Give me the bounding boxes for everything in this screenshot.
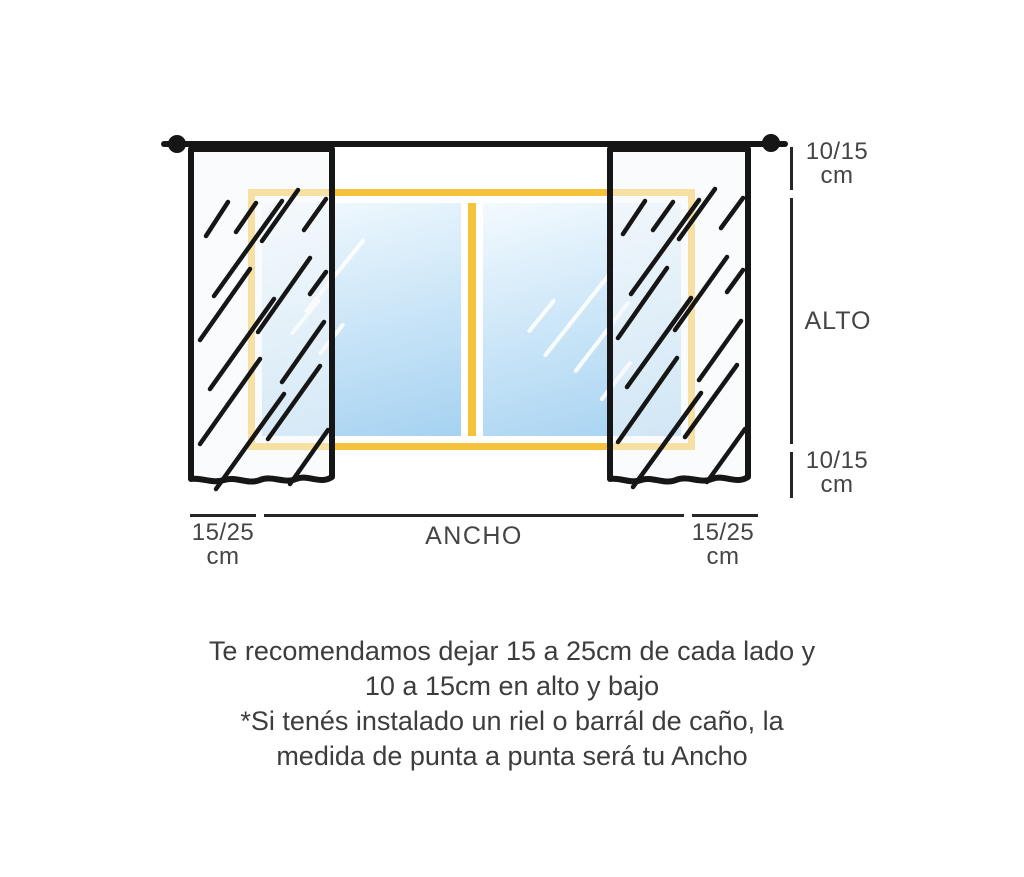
- window-mullion: [461, 203, 483, 436]
- recommendation-line: *Si tenés instalado un riel o barrál de caño, la: [240, 706, 784, 736]
- label-bottom-gap: [800, 449, 874, 497]
- rod-finial-left: [168, 135, 186, 153]
- bottom-gap-unit: cm: [820, 471, 854, 498]
- recommendation-text: [0, 634, 1024, 774]
- bottom-gap-value: 10/15: [805, 447, 869, 474]
- label-ancho: ANCHO: [425, 522, 523, 550]
- top-gap-value: 10/15: [805, 138, 869, 165]
- recommendation-line: 10 a 15cm en alto y bajo: [364, 671, 660, 701]
- dimension-line-width: [264, 514, 684, 517]
- right-side-unit: cm: [706, 543, 740, 570]
- recommendation-line: Te recomendamos dejar 15 a 25cm de cada lado y: [208, 636, 816, 666]
- label-left-side: [184, 521, 262, 569]
- dimension-line-top-gap: [790, 147, 793, 190]
- label-alto: ALTO: [804, 307, 872, 335]
- label-right-side: [684, 521, 762, 569]
- left-side-unit: cm: [206, 543, 240, 570]
- dimension-line-left-side: [190, 514, 256, 517]
- dimension-line-right-side: [692, 514, 758, 517]
- rod-finial-right: [762, 134, 780, 152]
- curtain-left: [186, 144, 337, 500]
- dimension-line-height: [790, 198, 793, 444]
- left-side-value: 15/25: [191, 519, 255, 546]
- right-side-value: 15/25: [691, 519, 755, 546]
- top-gap-unit: cm: [820, 162, 854, 189]
- curtain-right: [605, 144, 753, 500]
- recommendation-line: medida de punta a punta será tu Ancho: [276, 741, 748, 771]
- dimension-line-bottom-gap: [790, 452, 793, 498]
- label-top-gap: [800, 140, 874, 188]
